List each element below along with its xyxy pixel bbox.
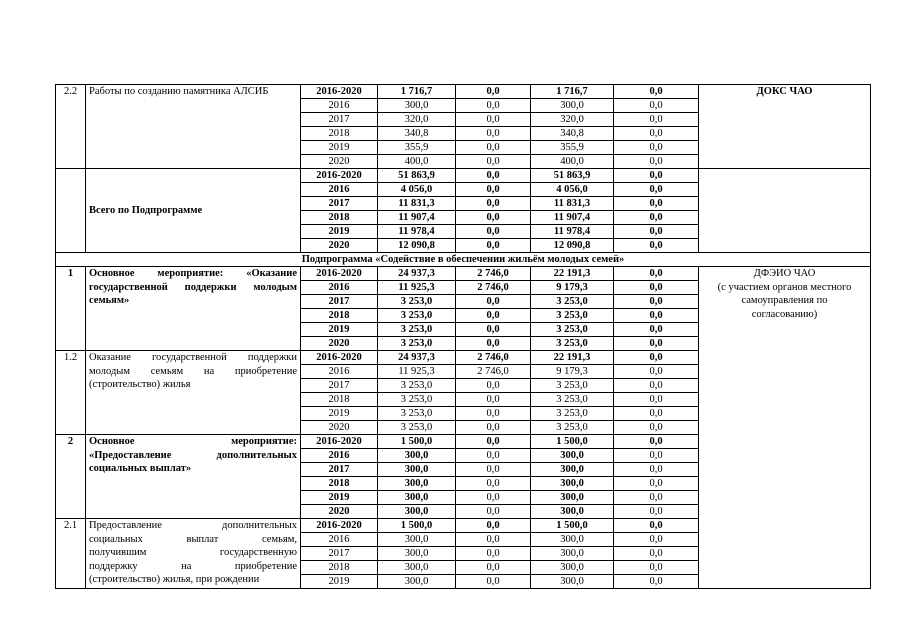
cell-fed: 2 746,0 [456, 351, 531, 365]
cell-reg: 3 253,0 [531, 323, 614, 337]
cell-loc: 0,0 [614, 295, 699, 309]
cell-reg: 11 907,4 [531, 211, 614, 225]
cell-total: 300,0 [378, 575, 456, 589]
cell-loc: 0,0 [614, 267, 699, 281]
cell-year: 2016 [301, 365, 378, 379]
cell-year: 2016 [301, 99, 378, 113]
budget-table [55, 84, 871, 589]
cell-reg: 22 191,3 [531, 267, 614, 281]
cell-reg: 300,0 [531, 99, 614, 113]
cell-loc: 0,0 [614, 421, 699, 435]
cell-fed: 0,0 [456, 113, 531, 127]
cell-fed: 0,0 [456, 99, 531, 113]
cell-reg: 11 831,3 [531, 197, 614, 211]
cell-fed: 2 746,0 [456, 365, 531, 379]
cell-loc: 0,0 [614, 547, 699, 561]
cell-loc: 0,0 [614, 435, 699, 449]
cell-loc: 0,0 [614, 561, 699, 575]
cell-loc: 0,0 [614, 477, 699, 491]
cell-reg: 3 253,0 [531, 295, 614, 309]
cell-loc: 0,0 [614, 183, 699, 197]
cell-fed: 0,0 [456, 211, 531, 225]
cell-reg: 320,0 [531, 113, 614, 127]
cell-fed: 0,0 [456, 239, 531, 253]
executor [699, 169, 871, 253]
cell-reg: 9 179,3 [531, 281, 614, 295]
cell-reg: 12 090,8 [531, 239, 614, 253]
measure-name [86, 435, 301, 519]
executor-line: (с участием органов местного [717, 281, 852, 293]
total-label: Всего по Подпрограмме [86, 169, 301, 253]
executor [699, 267, 871, 589]
cell-loc: 0,0 [614, 281, 699, 295]
cell-reg: 300,0 [531, 533, 614, 547]
table-row [56, 169, 871, 183]
cell-total: 11 925,3 [378, 281, 456, 295]
cell-reg: 3 253,0 [531, 337, 614, 351]
cell-year: 2020 [301, 421, 378, 435]
cell-year: 2016 [301, 281, 378, 295]
cell-loc: 0,0 [614, 225, 699, 239]
cell-year: 2016 [301, 449, 378, 463]
cell-year: 2016-2020 [301, 85, 378, 99]
executor: ДОКС ЧАО [699, 85, 871, 169]
cell-fed: 0,0 [456, 449, 531, 463]
cell-reg: 9 179,3 [531, 365, 614, 379]
cell-loc: 0,0 [614, 351, 699, 365]
cell-fed: 0,0 [456, 519, 531, 533]
executor-line: самоуправления по [741, 295, 828, 306]
cell-fed: 0,0 [456, 491, 531, 505]
cell-year: 2016-2020 [301, 169, 378, 183]
cell-loc: 0,0 [614, 449, 699, 463]
cell-reg: 51 863,9 [531, 169, 614, 183]
measure-name [86, 267, 301, 351]
row-number: 1.2 [56, 351, 86, 435]
cell-reg: 1 500,0 [531, 435, 614, 449]
cell-loc: 0,0 [614, 393, 699, 407]
cell-loc: 0,0 [614, 85, 699, 99]
cell-total: 3 253,0 [378, 393, 456, 407]
table-body [56, 85, 871, 589]
cell-year: 2016-2020 [301, 351, 378, 365]
text-line: «Предоставление дополнительных [89, 449, 297, 461]
cell-year: 2017 [301, 463, 378, 477]
cell-reg: 3 253,0 [531, 309, 614, 323]
cell-loc: 0,0 [614, 197, 699, 211]
cell-total: 1 500,0 [378, 519, 456, 533]
cell-total: 1 500,0 [378, 435, 456, 449]
cell-year: 2018 [301, 393, 378, 407]
cell-loc: 0,0 [614, 519, 699, 533]
subprogram-title: Подпрограмма «Содействие в обеспечении жильём молодых семей» [56, 253, 871, 267]
cell-fed: 0,0 [456, 379, 531, 393]
cell-year: 2019 [301, 407, 378, 421]
cell-year: 2018 [301, 211, 378, 225]
cell-fed: 0,0 [456, 547, 531, 561]
cell-reg: 22 191,3 [531, 351, 614, 365]
cell-reg: 300,0 [531, 449, 614, 463]
cell-year: 2019 [301, 141, 378, 155]
cell-total: 400,0 [378, 155, 456, 169]
cell-fed: 2 746,0 [456, 267, 531, 281]
cell-total: 12 090,8 [378, 239, 456, 253]
cell-year: 2017 [301, 379, 378, 393]
cell-year: 2017 [301, 295, 378, 309]
cell-reg: 1 716,7 [531, 85, 614, 99]
cell-total: 300,0 [378, 533, 456, 547]
cell-loc: 0,0 [614, 211, 699, 225]
cell-total: 300,0 [378, 491, 456, 505]
text-line: Предоставление дополнительных [89, 520, 297, 531]
cell-total: 300,0 [378, 99, 456, 113]
cell-loc: 0,0 [614, 141, 699, 155]
cell-year: 2018 [301, 477, 378, 491]
row-number: 2.2 [56, 85, 86, 169]
cell-fed: 0,0 [456, 421, 531, 435]
text-line: социальных выплат семьям, [89, 533, 297, 545]
cell-total: 300,0 [378, 463, 456, 477]
cell-fed: 0,0 [456, 477, 531, 491]
cell-year: 2020 [301, 337, 378, 351]
cell-reg: 300,0 [531, 491, 614, 505]
text-line: социальных выплат» [89, 463, 192, 474]
cell-reg: 3 253,0 [531, 407, 614, 421]
cell-total: 355,9 [378, 141, 456, 155]
cell-fed: 0,0 [456, 407, 531, 421]
cell-total: 1 716,7 [378, 85, 456, 99]
cell-fed: 0,0 [456, 183, 531, 197]
cell-reg: 340,8 [531, 127, 614, 141]
cell-reg: 300,0 [531, 561, 614, 575]
executor-line: согласованию) [751, 308, 818, 320]
text-line: (строительство) жилья [89, 379, 191, 390]
cell-fed: 0,0 [456, 85, 531, 99]
cell-loc: 0,0 [614, 239, 699, 253]
cell-year: 2020 [301, 155, 378, 169]
cell-total: 300,0 [378, 505, 456, 519]
cell-fed: 0,0 [456, 561, 531, 575]
cell-total: 320,0 [378, 113, 456, 127]
cell-fed: 0,0 [456, 141, 531, 155]
cell-total: 300,0 [378, 477, 456, 491]
cell-year: 2019 [301, 575, 378, 589]
cell-total: 11 978,4 [378, 225, 456, 239]
measure-name [86, 351, 301, 435]
cell-total: 300,0 [378, 561, 456, 575]
cell-year: 2017 [301, 547, 378, 561]
cell-reg: 3 253,0 [531, 421, 614, 435]
text-line: получившим государственную [89, 547, 297, 558]
cell-loc: 0,0 [614, 575, 699, 589]
subprogram-header-row [56, 253, 871, 267]
cell-reg: 355,9 [531, 141, 614, 155]
row-number [56, 169, 86, 253]
text-line: Основное мероприятие: [89, 436, 297, 447]
row-number: 1 [56, 267, 86, 351]
row-number: 2.1 [56, 519, 86, 589]
cell-year: 2019 [301, 323, 378, 337]
cell-total: 3 253,0 [378, 407, 456, 421]
cell-total: 24 937,3 [378, 267, 456, 281]
text-line: молодым семьям на приобретение [89, 365, 297, 377]
table-row [56, 267, 871, 281]
cell-fed: 0,0 [456, 295, 531, 309]
cell-loc: 0,0 [614, 337, 699, 351]
cell-fed: 0,0 [456, 463, 531, 477]
cell-total: 3 253,0 [378, 421, 456, 435]
cell-fed: 0,0 [456, 505, 531, 519]
cell-loc: 0,0 [614, 407, 699, 421]
cell-reg: 11 978,4 [531, 225, 614, 239]
cell-total: 300,0 [378, 449, 456, 463]
cell-year: 2020 [301, 239, 378, 253]
cell-year: 2020 [301, 505, 378, 519]
cell-year: 2016 [301, 533, 378, 547]
cell-year: 2018 [301, 309, 378, 323]
text-line: государственной поддержки молодым [89, 281, 297, 293]
text-line: (строительство) жилья, при рождении [89, 574, 260, 585]
cell-reg: 3 253,0 [531, 393, 614, 407]
cell-total: 3 253,0 [378, 323, 456, 337]
cell-reg: 300,0 [531, 505, 614, 519]
cell-total: 11 925,3 [378, 365, 456, 379]
cell-year: 2016 [301, 183, 378, 197]
cell-total: 4 056,0 [378, 183, 456, 197]
cell-year: 2016-2020 [301, 519, 378, 533]
cell-reg: 300,0 [531, 575, 614, 589]
cell-fed: 0,0 [456, 197, 531, 211]
cell-year: 2018 [301, 127, 378, 141]
cell-fed: 0,0 [456, 169, 531, 183]
cell-total: 11 907,4 [378, 211, 456, 225]
cell-fed: 2 746,0 [456, 281, 531, 295]
row-number: 2 [56, 435, 86, 519]
cell-fed: 0,0 [456, 575, 531, 589]
cell-fed: 0,0 [456, 225, 531, 239]
text-line: Основное мероприятие: «Оказание [89, 268, 297, 279]
cell-reg: 3 253,0 [531, 379, 614, 393]
cell-loc: 0,0 [614, 365, 699, 379]
cell-reg: 300,0 [531, 463, 614, 477]
cell-total: 3 253,0 [378, 309, 456, 323]
cell-fed: 0,0 [456, 533, 531, 547]
cell-year: 2017 [301, 197, 378, 211]
cell-loc: 0,0 [614, 99, 699, 113]
cell-fed: 0,0 [456, 155, 531, 169]
table-row [56, 85, 871, 99]
cell-loc: 0,0 [614, 309, 699, 323]
cell-reg: 300,0 [531, 477, 614, 491]
cell-loc: 0,0 [614, 127, 699, 141]
cell-loc: 0,0 [614, 533, 699, 547]
cell-fed: 0,0 [456, 435, 531, 449]
measure-name: Работы по созданию памятника АЛСИБ [86, 85, 301, 169]
cell-loc: 0,0 [614, 169, 699, 183]
cell-year: 2019 [301, 491, 378, 505]
cell-reg: 300,0 [531, 547, 614, 561]
cell-loc: 0,0 [614, 505, 699, 519]
cell-total: 340,8 [378, 127, 456, 141]
executor-line: ДФЭИО ЧАО [753, 268, 816, 279]
cell-loc: 0,0 [614, 113, 699, 127]
cell-reg: 4 056,0 [531, 183, 614, 197]
cell-year: 2018 [301, 561, 378, 575]
cell-total: 3 253,0 [378, 379, 456, 393]
cell-reg: 400,0 [531, 155, 614, 169]
cell-total: 3 253,0 [378, 337, 456, 351]
cell-total: 11 831,3 [378, 197, 456, 211]
cell-fed: 0,0 [456, 323, 531, 337]
cell-year: 2017 [301, 113, 378, 127]
measure-name [86, 519, 301, 589]
cell-fed: 0,0 [456, 337, 531, 351]
cell-fed: 0,0 [456, 309, 531, 323]
cell-total: 3 253,0 [378, 295, 456, 309]
cell-total: 300,0 [378, 547, 456, 561]
cell-total: 24 937,3 [378, 351, 456, 365]
cell-year: 2016-2020 [301, 267, 378, 281]
cell-loc: 0,0 [614, 491, 699, 505]
cell-loc: 0,0 [614, 379, 699, 393]
cell-total: 51 863,9 [378, 169, 456, 183]
cell-loc: 0,0 [614, 155, 699, 169]
cell-loc: 0,0 [614, 323, 699, 337]
cell-reg: 1 500,0 [531, 519, 614, 533]
cell-fed: 0,0 [456, 127, 531, 141]
text-line: поддержку на приобретение [89, 560, 297, 572]
text-line: Оказание государственной поддержки [89, 352, 297, 363]
cell-year: 2016-2020 [301, 435, 378, 449]
cell-year: 2019 [301, 225, 378, 239]
cell-loc: 0,0 [614, 463, 699, 477]
text-line: семьям» [89, 295, 130, 306]
cell-fed: 0,0 [456, 393, 531, 407]
